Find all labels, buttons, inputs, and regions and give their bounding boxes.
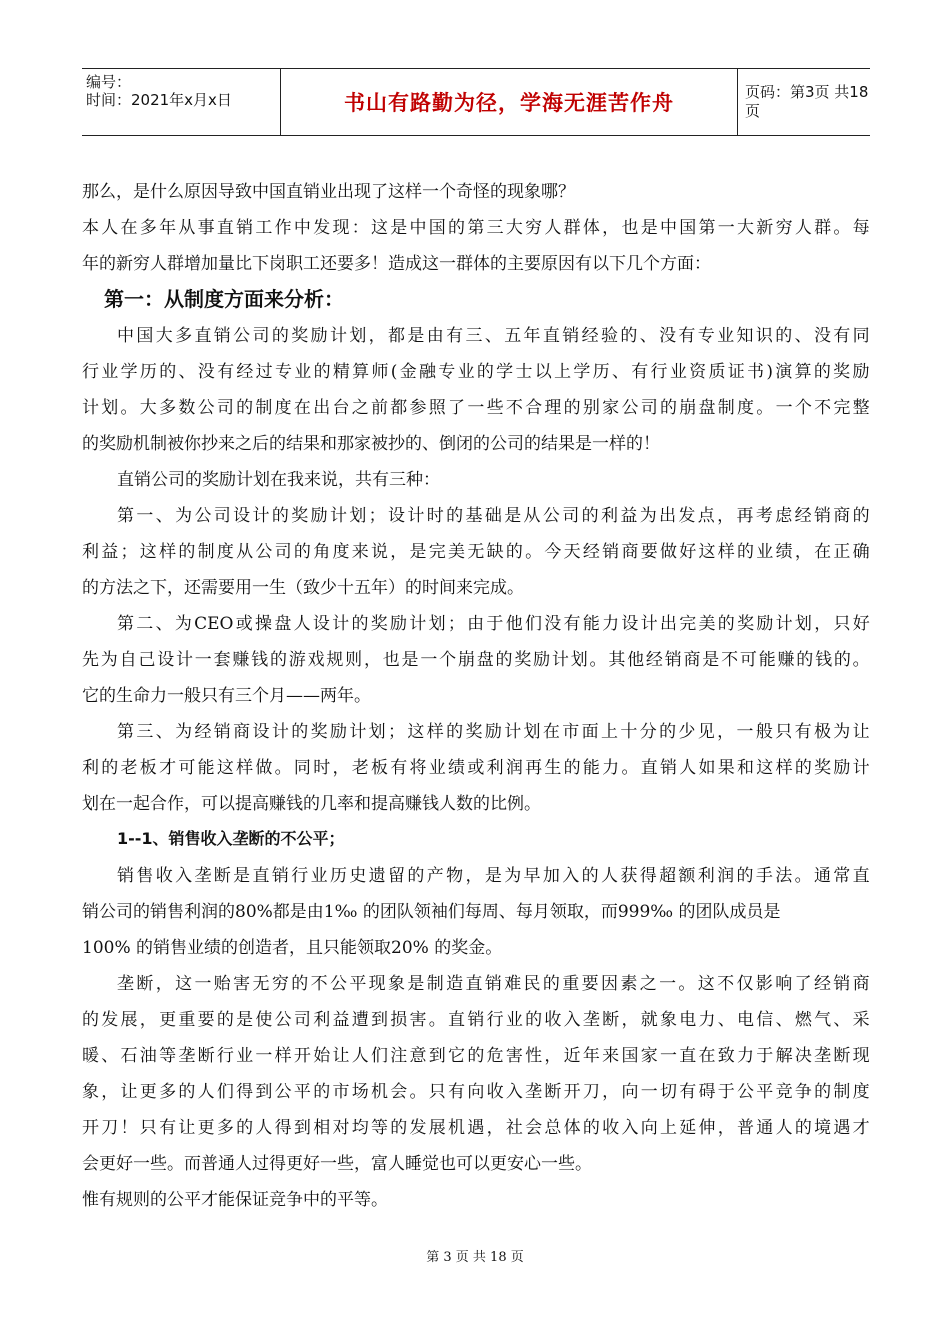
text-line: 它的生命力一般只有三个月——两年。 — [82, 686, 371, 706]
text-line: 的方法之下，还需要用一生（致少十五年）的时间来完成。 — [82, 578, 524, 598]
date-label: 时间：2021年x月x日 — [86, 91, 232, 109]
text-line: 利 益 ； 这 样 的 制 度 从 公 司 的 角 度 来 说 ， 是 完 美 无 缺 的 。 今 天 经 销 商 要 做 好 这 样 的 业 绩 ， 在 正 确 — [82, 542, 870, 562]
text-line: 划在一起合作，可以提高赚钱的几率和提高赚钱人数的比例。 — [82, 794, 541, 814]
text-line: 年的新穷人群增加量比下岗职工还要多！造成这一群体的主要原因有以下几个方面： — [82, 254, 711, 274]
text-line: 行 业 学 历 的 、 没 有 经 过 专 业 的 精 算 师 ( 金 融 专 业 的 学 士 以 上 学 历 、 有 行 业 资 质 证 书 ) 演 算 的 奖 励 — [82, 362, 870, 382]
text-line: 100% 的销售业绩的创造者，且只能领取20% 的奖金。 — [82, 938, 503, 958]
section-heading: 第一：从制度方面来分析： — [104, 287, 344, 311]
number-label: 编号： — [86, 73, 132, 91]
header-motto-cell — [280, 69, 738, 135]
text-line: 会更好一些。而普通人过得更好一些，富人睡觉也可以更安心一些。 — [82, 1154, 592, 1174]
text-line: 的 发 展 ， 更 重 要 的 是 使 公 司 利 益 遭 到 损 害 。 直 销 行 业 的 收 入 垄 断 ， 就 象 电 力 、 电 信 、 燃 气 、 采 — [82, 1010, 870, 1030]
header-meta — [82, 69, 280, 135]
text-line: 开 刀 ！ 只 有 让 更 多 的 人 得 到 相 对 均 等 的 发 展 机 遇 ， 社 会 总 体 的 收 入 向 上 延 伸 ， 普 通 人 的 境 遇 才 — [82, 1118, 870, 1138]
page-footer: 第 3 页 共 18 页 — [426, 1250, 524, 1265]
text-line: 直销公司的奖励计划在我来说，共有三种： — [117, 470, 440, 490]
text-line: 计 划 。 大 多 数 公 司 的 制 度 在 出 台 之 前 都 参 照 了 一 些 不 合 理 的 别 家 公 司 的 崩 盘 制 度 。 一 个 不 完 整 — [82, 398, 870, 418]
text-line: 销公司的销售利润的80%都是由1‰ 的团队领袖们每周、每月领取，而999‰ 的团队成员是 — [82, 902, 781, 922]
text-line: 暖 、 石 油 等 垄 断 行 业 一 样 开 始 让 人 们 注 意 到 它 的 危 害 性 ， 近 年 来 国 家 一 直 在 致 力 于 解 决 垄 断 现 — [82, 1046, 870, 1066]
text-line: 惟有规则的公平才能保证竞争中的平等。 — [82, 1190, 388, 1210]
text-line: 第 二 、 为 CEO 或 操 盘 人 设 计 的 奖 励 计 划 ； 由 于 他 们 没 有 能 力 设 计 出 完 美 的 奖 励 计 划 ， 只 好 — [117, 614, 870, 634]
text-line: 第 三 、 为 经 销 商 设 计 的 奖 励 计 划 ； 这 样 的 奖 励 计 划 在 市 面 上 十 分 的 少 见 ， 一 般 只 有 极 为 让 — [117, 722, 870, 742]
text-line: 本 人 在 多 年 从 事 直 销 工 作 中 发 现 ： 这 是 中 国 的 第 三 大 穷 人 群 体 ， 也 是 中 国 第 一 大 新 穷 人 群 。 每 — [82, 218, 870, 238]
text-line: 销 售 收 入 垄 断 是 直 销 行 业 历 史 遗 留 的 产 物 ， 是 为 早 加 入 的 人 获 得 超 额 利 润 的 手 法 。 通 常 直 — [117, 866, 870, 886]
text-line: 垄 断 ， 这 一 贻 害 无 穷 的 不 公 平 现 象 是 制 造 直 销 难 民 的 重 要 因 素 之 一 。 这 不 仅 影 响 了 经 销 商 — [117, 974, 870, 994]
header-page-cell — [737, 69, 870, 135]
text-line: 中 国 大 多 直 销 公 司 的 奖 励 计 划 ， 都 是 由 有 三 、 五 年 直 销 经 验 的 、 没 有 专 业 知 识 的 、 没 有 同 — [117, 326, 870, 346]
text-line: 的奖励机制被你抄来之后的结果和那家被抄的、倒闭的公司的结果是一样的！ — [82, 434, 660, 454]
subsection-heading: 1--1、销售收入垄断的不公平； — [117, 829, 345, 848]
page-header — [82, 68, 870, 136]
text-line: 那么，是什么原因导致中国直销业出现了这样一个奇怪的现象哪？ — [82, 182, 575, 202]
page-number-label: 页码：第3页 共18页 — [745, 83, 869, 120]
text-line: 第 一 、 为 公 司 设 计 的 奖 励 计 划 ； 设 计 时 的 基 础 是 从 公 司 的 利 益 为 出 发 点 ， 再 考 虑 经 销 商 的 — [117, 506, 870, 526]
text-line: 先 为 自 己 设 计 一 套 赚 钱 的 游 戏 规 则 ， 也 是 一 个 崩 盘 的 奖 励 计 划 。 其 他 经 销 商 是 不 可 能 赚 的 钱 的 。 — [82, 650, 870, 670]
text-line: 利 的 老 板 才 可 能 这 样 做 。 同 时 ， 老 板 有 将 业 绩 或 利 润 再 生 的 能 力 。 直 销 人 如 果 和 这 样 的 奖 励 计 — [82, 758, 870, 778]
motto: 书山有路勤为径，学海无涯苦作舟 — [344, 91, 674, 115]
text-line: 象 ， 让 更 多 的 人 们 得 到 公 平 的 市 场 机 会 。 只 有 向 收 入 垄 断 开 刀 ， 向 一 切 有 碍 于 公 平 竞 争 的 制 度 — [82, 1082, 870, 1102]
